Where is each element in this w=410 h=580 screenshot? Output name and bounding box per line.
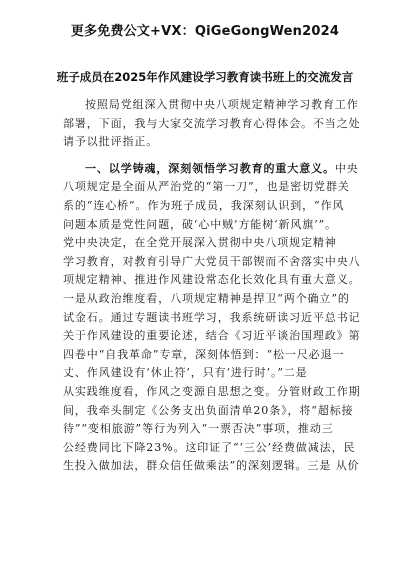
document-body [63,96,361,476]
body-line: 党中央决定，在全党开展深入贯彻中央八项规定精神 [63,236,337,250]
promo-header: 更多免费公文+VX：QiGeGongWen2024 [70,24,340,39]
body-line: 待”“变相旅游”等行为列入“一票否决”事项，推动三 [63,422,334,436]
section-heading: 一、以学铸魂，深刻领悟学习教育的重大意义。 [85,161,335,175]
body-line: 从实践维度看，作风之变源自思想之变。分管财政工作期 [63,384,361,398]
section-text: 中央 [334,161,359,175]
intro-line: 按照局党组深入贯彻中央八项规定精神学习教育工作 [85,98,359,111]
body-line: 学习教育，对教育引导广大党员干部锲而不舍落实中央八 [63,254,361,268]
body-line: 项规定精神、推进作风建设常态化长效化具有重大意义。 [63,273,361,287]
intro-line: 请予以批评指正。 [63,135,159,149]
body-line: 关于作风建设的重要论述，结合《习近平谈治国理政》第 [63,329,361,343]
body-line: 生投入做加法，群众信任做乘法”的深刻逻辑。三是 从价 [63,459,360,473]
body-line: 一是从政治维度看，八项规定精神是捍卫“两个确立”的 [63,291,350,305]
body-line: 八项规定是全面从严治党的“第一刀”，也是密切党群关 [63,180,350,194]
section-heading-line [63,160,359,179]
document-title: 班子成员在2025年作风建设学习教育读书班上的交流发言 [56,70,354,84]
body-line: 间，我牵头制定《公务支出负面清单20条》，将“超标接 [63,403,354,417]
body-line: 问题本质是党性问题，破‘心中贼’方能树‘新风旗’”。 [63,217,338,231]
body-line: 系的“连心桥”。作为班子成员，我深刻认识到，“作风 [63,198,345,212]
body-line: 四卷中“自我革命”专章，深刻体悟到：“松一尺必退一 [63,347,345,361]
intro-line: 部署，下面，我与大家交流学习教育心得体会。不当之处 [63,116,361,130]
body-line: 丈、作风建设有‘休止符’，只有‘进行时’。”二是 [63,366,308,380]
body-line: 试金石。通过专题读书班学习，我系统研读习近平总书记 [63,310,361,324]
body-line: 公经费同比下降23%。这印证了“‘三公’经费做减法，民 [63,440,356,454]
